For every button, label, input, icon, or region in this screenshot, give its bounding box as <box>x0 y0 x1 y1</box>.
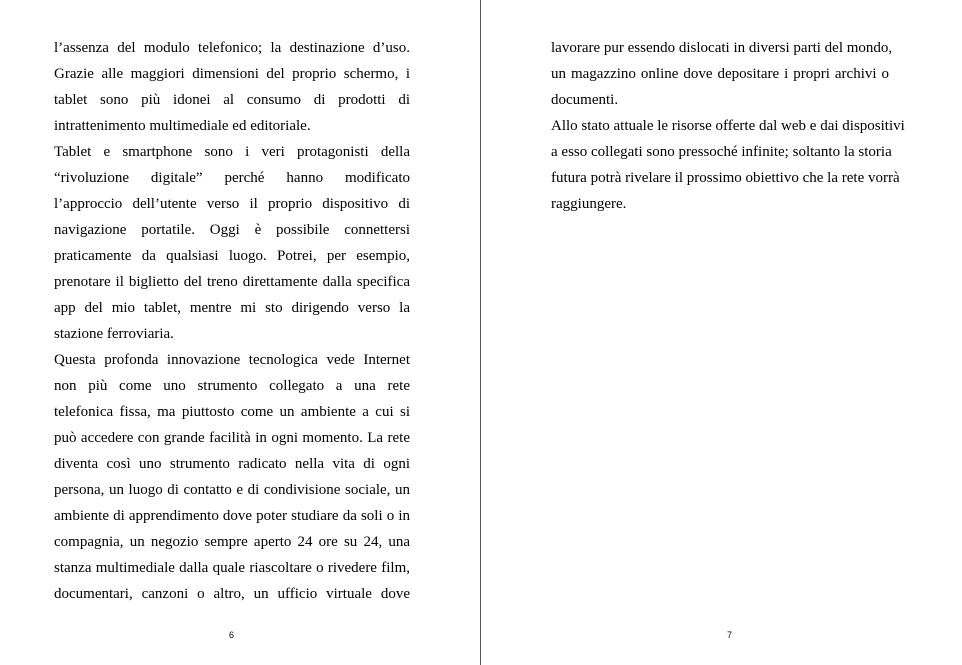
page-number: 6 <box>229 630 235 640</box>
text-line: app del mio tablet, mentre mi sto dirigendo verso la <box>54 300 410 316</box>
text-line: documentari, canzoni o altro, un ufficio virtuale dove <box>54 586 410 602</box>
text-line: diventa così uno strumento radicato nella vita di ogni <box>54 456 410 472</box>
page-7 <box>481 0 962 665</box>
text-line: ambiente di apprendimento dove poter studiare da soli o in <box>54 508 410 524</box>
text-line: Questa profonda innovazione tecnologica vede Internet <box>54 352 410 368</box>
text-line: può accedere con grande facilità in ogni momento. La rete <box>54 430 410 446</box>
text-line: Allo stato attuale le risorse offerte dal web e dai dispositivi <box>551 118 905 134</box>
text-line: Tablet e smartphone sono i veri protagonisti della <box>54 144 410 160</box>
text-line: Grazie alle maggiori dimensioni del proprio schermo, i <box>54 66 410 82</box>
text-line: non più come uno strumento collegato a una rete <box>54 378 410 394</box>
text-line: intrattenimento multimediale ed editoriale. <box>54 118 311 134</box>
text-line: “rivoluzione digitale” perché hanno modificato <box>54 170 410 186</box>
text-line: compagnia, un negozio sempre aperto 24 ore su 24, una <box>54 534 410 550</box>
page-6-body-text <box>54 35 410 607</box>
page-6 <box>0 0 480 665</box>
text-line: persona, un luogo di contatto e di condivisione sociale, un <box>54 482 410 498</box>
text-line: un magazzino online dove depositare i propri archivi o <box>551 66 889 82</box>
text-line: telefonica fissa, ma piuttosto come un ambiente a cui si <box>54 404 410 420</box>
text-line: documenti. <box>551 92 619 108</box>
page-number: 7 <box>727 630 733 640</box>
text-line: stanza multimediale dalla quale riascoltare o rivedere film, <box>54 560 410 576</box>
text-line: praticamente da qualsiasi luogo. Potrei, per esempio, <box>54 248 410 264</box>
text-line: lavorare pur essendo dislocati in diversi parti del mondo, <box>551 40 893 56</box>
text-line: navigazione portatile. Oggi è possibile connettersi <box>54 222 410 238</box>
page-7-body-text <box>551 35 905 217</box>
text-line: l’approccio dell’utente verso il proprio dispositivo di <box>54 196 410 212</box>
text-line: tablet sono più idonei al consumo di prodotti di <box>54 92 410 108</box>
text-line: stazione ferroviaria. <box>54 326 174 342</box>
text-line: l’assenza del modulo telefonico; la destinazione d’uso. <box>54 40 410 56</box>
text-line: raggiungere. <box>551 196 627 212</box>
text-line: a esso collegati sono pressoché infinite; soltanto la storia <box>551 144 892 160</box>
text-line: futura potrà rivelare il prossimo obiettivo che la rete vorrà <box>551 170 900 186</box>
text-line: prenotare il biglietto del treno direttamente dalla specifica <box>54 274 410 290</box>
